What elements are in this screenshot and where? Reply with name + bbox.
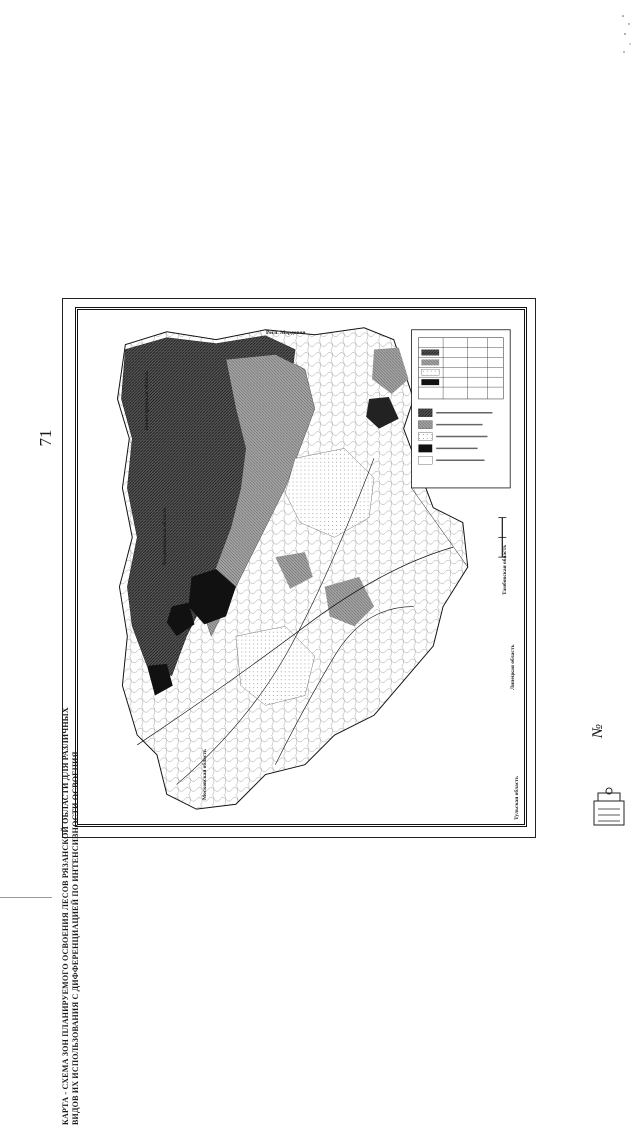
scan-artifact [618,8,634,58]
map-sheet [61,298,536,1125]
map-frame [75,307,527,827]
neighbor-label-tula: Тульская область [514,776,520,820]
document-stamp-icon [592,785,626,829]
neighbor-label-nizhny: Нижегородская область [144,370,150,430]
neighbor-label-lipetsk: Липецкая область [510,644,516,690]
page-number: 71 [36,429,55,447]
scan-edge-line [0,897,52,898]
neighbor-label-tambov: Тамбовская область [502,544,508,595]
neighbor-label-mordovia: Респ. Мордовия [266,330,306,336]
neighbor-label-moscow: Московская область [202,749,208,800]
neighbor-label-vladimir: Владимирская область [162,507,168,565]
legend-table [418,338,503,399]
map-title-line1: КАРТА - СХЕМА ЗОН ПЛАНИРУЕМОГО ОСВОЕНИЯ ЛЕСОВ РЯЗАНСКОЙ ОБЛАСТИ ДЛЯ РАЗЛИЧНЫХ [61,707,70,1125]
handwritten-signature: № [590,723,606,738]
map-title-line2: ВИДОВ ИХ ИСПОЛЬЗОВАНИЯ С ДИФФЕРЕНЦИАЦИЕЙ ПО ИНТЕНСИВНОСТИ ОСВОЕНИЯ [71,751,80,1125]
